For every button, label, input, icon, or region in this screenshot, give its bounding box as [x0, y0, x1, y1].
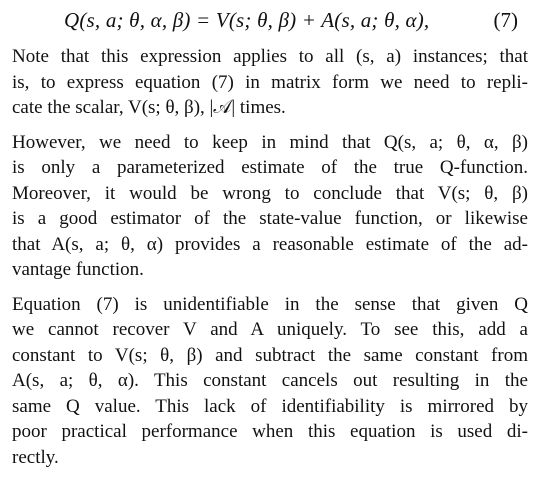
paragraph-line: Note that this expression applies to all (s, a) instances; that — [12, 46, 528, 67]
paragraph-line: vantage function. — [12, 259, 144, 280]
paragraph-line: is only a parameterized estimate of the true Q-function. — [12, 157, 528, 178]
paragraph-line: cate the scalar, V(s; θ, β), |𝒜| times. — [12, 97, 286, 118]
paragraph-line: is a good estimator of the state-value function, or likewise — [12, 208, 528, 229]
paragraph-3 — [12, 292, 528, 471]
paragraph-line: is, to express equation (7) in matrix form we need to repli- — [12, 71, 528, 93]
paragraph-line: we cannot recover V and A uniquely. To see this, add a — [12, 319, 528, 340]
paragraph-line: same Q value. This lack of identifiability is mirrored by — [12, 395, 528, 417]
paragraph-line: rectly. — [12, 446, 59, 468]
paragraph-line: that A(s, a; θ, α) provides a reasonable estimate of the ad- — [12, 233, 528, 255]
paragraph-line: However, we need to keep in mind that Q(s, a; θ, α, β) — [12, 131, 528, 153]
paragraph-line: Moreover, it would be wrong to conclude that V(s; θ, β) — [12, 182, 528, 204]
equation-body: Q(s, a; θ, α, β) = V(s; θ, β) + A(s, a; θ, α), — [64, 8, 430, 32]
paragraph-line: constant to V(s; θ, β) and subtract the same constant from — [12, 344, 528, 366]
paper-excerpt — [12, 0, 528, 470]
paragraph-line: Equation (7) is unidentifiable in the sense that given Q — [12, 293, 528, 315]
paragraph-line: poor practical performance when this equation is used di- — [12, 421, 528, 442]
paragraph-line: A(s, a; θ, α). This constant cancels out resulting in the — [12, 370, 528, 391]
equation-number: (7) — [493, 8, 518, 32]
equation-7 — [12, 0, 528, 40]
paragraph-1 — [12, 44, 528, 121]
paragraph-2 — [12, 130, 528, 283]
